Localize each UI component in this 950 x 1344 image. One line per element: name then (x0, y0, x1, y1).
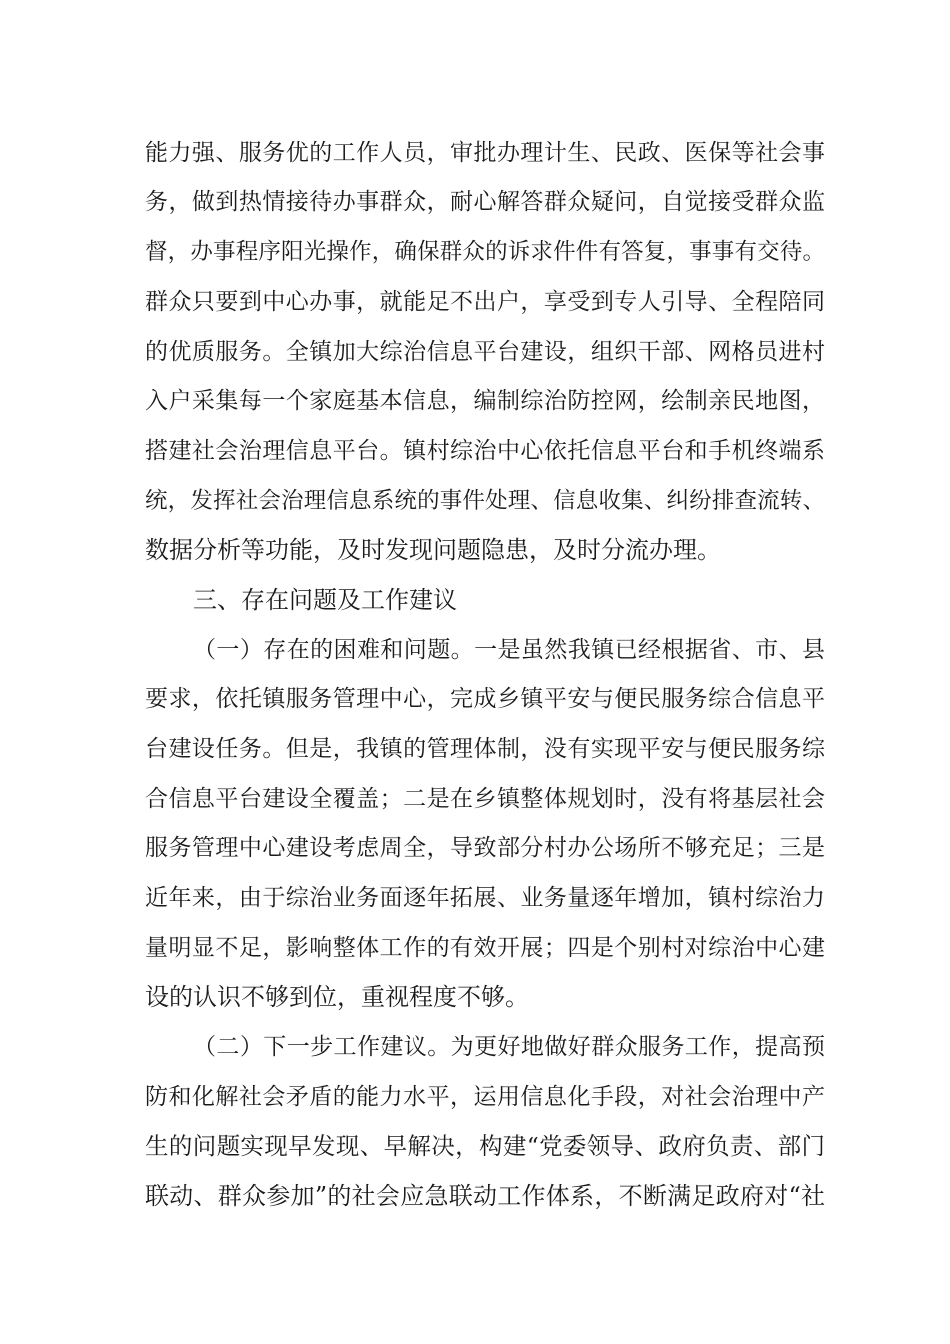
body-text-line: 服务管理中心建设考虑周全，导致部分村办公场所不够充足；三是 (145, 835, 825, 861)
body-text-line: 群众只要到中心办事，就能足不出户，享受到专人引导、全程陪同 (145, 289, 825, 315)
body-text-line: 统，发挥社会治理信息系统的事件处理、信息收集、纠纷排查流转、 (145, 488, 825, 514)
body-text-line: 要求，依托镇服务管理中心，完成乡镇平安与便民服务综合信息平 (145, 686, 825, 712)
body-text-line: 务，做到热情接待办事群众，耐心解答群众疑问，自觉接受群众监 (145, 189, 825, 215)
body-text-line: 台建设任务。但是，我镇的管理体制，没有实现平安与便民服务综 (145, 736, 825, 762)
body-text-line: 联动、群众参加”的社会应急联动工作体系，不断满足政府对“社 (145, 1182, 825, 1210)
body-text-line: 搭建社会治理信息平台。镇村综治中心依托信息平台和手机终端系 (145, 438, 825, 464)
body-text-line: 设的认识不够到位，重视程度不够。 (145, 983, 529, 1011)
body-text-line: 量明显不足，影响整体工作的有效开展；四是个别村对综治中心建 (145, 935, 825, 961)
body-text-line: （一）存在的困难和问题。一是虽然我镇已经根据省、市、县 (193, 637, 825, 663)
body-text-line: 的优质服务。全镇加大综治信息平台建设，组织干部、网格员进村 (145, 339, 825, 365)
body-text-line: 生的问题实现早发现、早解决，构建“党委领导、政府负责、部门 (145, 1132, 825, 1160)
body-text-line: 入户采集每一个家庭基本信息，编制综治防控网，绘制亲民地图， (145, 388, 825, 414)
body-text-line: 数据分析等功能，及时发现问题隐患，及时分流办理。 (145, 536, 721, 564)
body-text-line: 近年来，由于综治业务面逐年拓展、业务量逐年增加，镇村综治力 (145, 885, 825, 911)
section-heading: 三、存在问题及工作建议 (193, 586, 457, 614)
body-text-line: 防和化解社会矛盾的能力水平，运用信息化手段，对社会治理中产 (145, 1084, 825, 1110)
body-text-line: 督，办事程序阳光操作，确保群众的诉求件件有答复，事事有交待。 (145, 239, 825, 265)
body-text-line: （二）下一步工作建议。为更好地做好群众服务工作，提高预 (193, 1034, 825, 1060)
body-text-line: 合信息平台建设全覆盖；二是在乡镇整体规划时，没有将基层社会 (145, 786, 825, 812)
body-text-line: 能力强、服务优的工作人员，审批办理计生、民政、医保等社会事 (145, 140, 825, 166)
